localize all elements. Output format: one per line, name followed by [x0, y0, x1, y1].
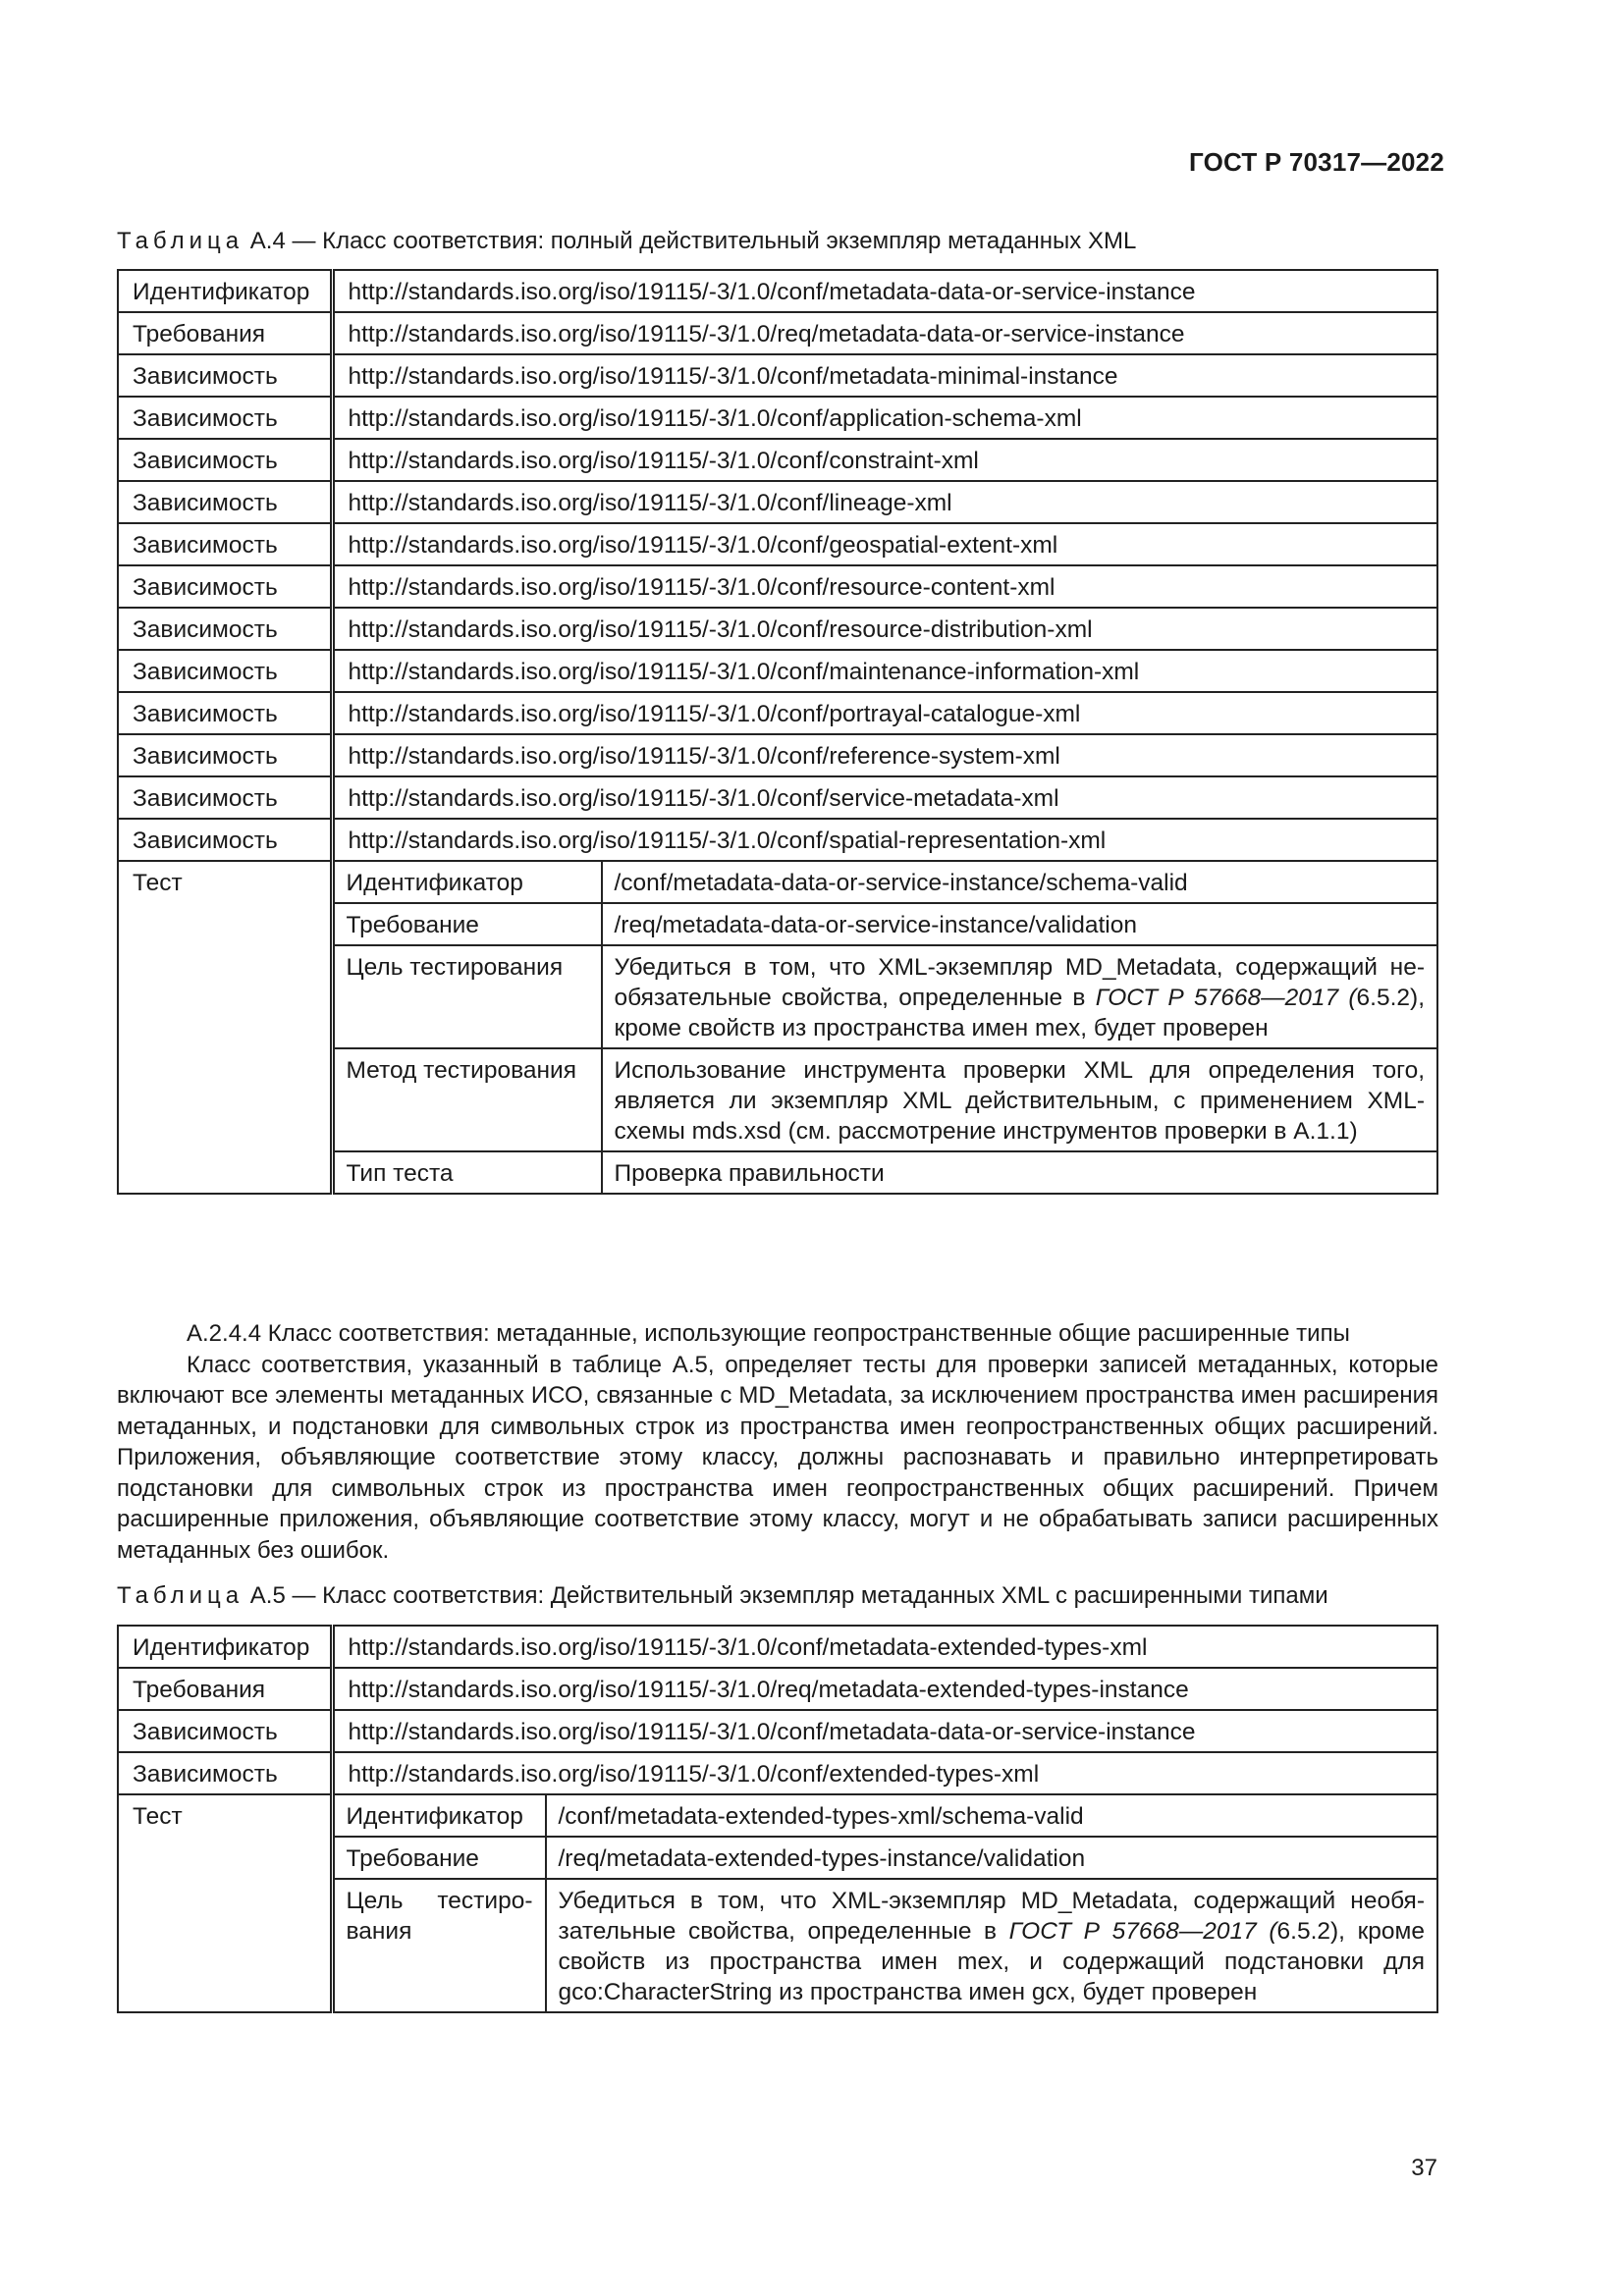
row-label: Зависимость [118, 523, 332, 565]
row-value: http://standards.iso.org/iso/19115/-3/1.0/conf/portrayal-catalogue-xml [332, 692, 1437, 734]
table-a4-caption [117, 228, 1136, 255]
test-label: Тест [118, 861, 332, 1194]
page-number: 37 [1411, 2155, 1437, 2181]
row-label: Зависимость [118, 397, 332, 439]
row-value: http://standards.iso.org/iso/19115/-3/1.0/conf/resource-content-xml [332, 565, 1437, 608]
row-label: Зависимость [118, 565, 332, 608]
row-label: Зависимость [118, 692, 332, 734]
test-value-part: 6.5.2), кроме свойств из пространства имен mex, будет проверен [614, 985, 1426, 1041]
row-label: Требования [118, 312, 332, 354]
test-key: Тип теста [335, 1151, 602, 1193]
table-row [118, 692, 1437, 734]
test-key: Цель тестирования [335, 945, 602, 1048]
table-a4 [117, 269, 1438, 1195]
row-value: http://standards.iso.org/iso/19115/-3/1.0/conf/metadata-data-or-service-instance [332, 1710, 1437, 1752]
test-key: Требование [335, 903, 602, 945]
test-detail-row [335, 1879, 1437, 2011]
table-a5 [117, 1625, 1438, 2013]
test-detail-row [335, 862, 1437, 903]
caption-text: А.4 — Класс соответствия: полный действительный экземпляр метаданных XML [244, 228, 1137, 254]
section-paragraph: Класс соответствия, указанный в таблице А.5, определяет тесты для проверки записей метаданных, которые включают все элементы метаданных ИСО, связанные с MD_Metadata, за исключением пространства имен расширения метаданных, и подстановки для символьных строк из пространства имен геопространственных общих расширений. Приложения, объявляющие соответствие этому классу, должны распознавать и правильно интерпретировать подстановки для символьных строк из пространства имен геопространственных общих расширений. Причем расширенные приложения, объявляющие соответствие этому классу, могут и не обрабатывать записи расширенных метаданных без ошибок. [117, 1351, 1438, 1564]
row-label: Зависимость [118, 650, 332, 692]
row-value: http://standards.iso.org/iso/19115/-3/1.0/conf/service-metadata-xml [332, 776, 1437, 819]
row-value: http://standards.iso.org/iso/19115/-3/1.0/conf/metadata-extended-types-xml [332, 1626, 1437, 1668]
test-value: Использование инструмента проверки XML для определения того, является ли экземпляр XML действительным, с применением XML-схемы mds.xsd (см. рассмотрение инструментов проверки в А.1.1) [602, 1048, 1437, 1151]
table-row [118, 439, 1437, 481]
table-row [118, 397, 1437, 439]
test-details [332, 1794, 1437, 2012]
table-a5-caption [117, 1582, 1328, 1610]
document-standard-number: ГОСТ Р 70317—2022 [1189, 147, 1444, 177]
standard-reference: ГОСТ Р 57668—2017 ( [1095, 985, 1357, 1011]
test-key: Идентификатор [335, 862, 602, 903]
row-label: Зависимость [118, 734, 332, 776]
test-row [118, 1794, 1437, 2012]
table-row [118, 776, 1437, 819]
row-value: http://standards.iso.org/iso/19115/-3/1.0/conf/constraint-xml [332, 439, 1437, 481]
row-label: Зависимость [118, 354, 332, 397]
test-value [602, 945, 1437, 1048]
row-label: Требования [118, 1668, 332, 1710]
test-detail-row [335, 1795, 1437, 1837]
row-value: http://standards.iso.org/iso/19115/-3/1.0/req/metadata-extended-types-instance [332, 1668, 1437, 1710]
test-detail-row [335, 903, 1437, 945]
row-value: http://standards.iso.org/iso/19115/-3/1.0/conf/maintenance-information-xml [332, 650, 1437, 692]
row-label: Зависимость [118, 481, 332, 523]
table-row [118, 734, 1437, 776]
table-row [118, 565, 1437, 608]
row-label: Зависимость [118, 1710, 332, 1752]
test-value-part: 6.5.2), кроме свойств из пространства имен mex, и содержащий подстановки для gco:CharacterString из пространства имен gcx, будет проверен [558, 1918, 1426, 2005]
table-row [118, 1626, 1437, 1668]
test-value: Проверка правильности [614, 1160, 885, 1187]
section-heading: А.2.4.4 Класс соответствия: метаданные, использующие геопространственные общие расширенные типы [187, 1320, 1350, 1347]
test-value: /req/metadata-extended-types-instance/validation [546, 1837, 1437, 1879]
section-text [117, 1318, 1438, 1566]
test-details [332, 861, 1437, 1194]
test-detail-row [335, 945, 1437, 1048]
row-label: Зависимость [118, 608, 332, 650]
table-row [118, 1710, 1437, 1752]
test-label: Тест [118, 1794, 332, 2012]
table-row [118, 523, 1437, 565]
table-row [118, 650, 1437, 692]
row-value: http://standards.iso.org/iso/19115/-3/1.0/req/metadata-data-or-service-instance [332, 312, 1437, 354]
row-label: Зависимость [118, 776, 332, 819]
row-label: Зависимость [118, 1752, 332, 1794]
row-value: http://standards.iso.org/iso/19115/-3/1.0/conf/spatial-representation-xml [332, 819, 1437, 861]
test-key: Цель тестирования [335, 1879, 546, 2011]
table-row [118, 481, 1437, 523]
caption-text: А.5 — Класс соответствия: Действительный экземпляр метаданных XML с расширенными типами [244, 1582, 1328, 1609]
row-value: http://standards.iso.org/iso/19115/-3/1.0/conf/resource-distribution-xml [332, 608, 1437, 650]
test-details-table [335, 1795, 1437, 2011]
caption-prefix: Таблица [117, 228, 244, 254]
test-value: /req/metadata-data-or-service-instance/validation [602, 903, 1437, 945]
row-value: http://standards.iso.org/iso/19115/-3/1.0/conf/lineage-xml [332, 481, 1437, 523]
row-label: Идентификатор [118, 1626, 332, 1668]
row-value: http://standards.iso.org/iso/19115/-3/1.0/conf/metadata-minimal-instance [332, 354, 1437, 397]
table-row [118, 1752, 1437, 1794]
table-row [118, 608, 1437, 650]
table-row [118, 819, 1437, 861]
test-value: /conf/metadata-data-or-service-instance/schema-valid [602, 862, 1437, 903]
row-value: http://standards.iso.org/iso/19115/-3/1.0/conf/application-schema-xml [332, 397, 1437, 439]
table-row [118, 354, 1437, 397]
test-details-table [335, 862, 1437, 1193]
test-row [118, 861, 1437, 1194]
row-value: http://standards.iso.org/iso/19115/-3/1.0/conf/reference-system-xml [332, 734, 1437, 776]
test-key: Требование [335, 1837, 546, 1879]
table-row [118, 1668, 1437, 1710]
row-value: http://standards.iso.org/iso/19115/-3/1.0/conf/geospatial-extent-xml [332, 523, 1437, 565]
test-value-part: Убедиться в том, что XML-экземпляр MD_Metadata, содержащий необязательные свойства, определенные в [558, 1888, 1425, 1945]
test-detail-row [335, 1151, 1437, 1193]
table-row [118, 270, 1437, 312]
row-value: http://standards.iso.org/iso/19115/-3/1.0/conf/extended-types-xml [332, 1752, 1437, 1794]
test-value-part: Убедиться в том, что XML-экземпляр MD_Metadata, содержащий необязательные свойства, определенные в [614, 954, 1425, 1011]
row-label: Зависимость [118, 439, 332, 481]
table-row [118, 312, 1437, 354]
test-key: Метод тестирования [335, 1048, 602, 1151]
caption-prefix: Таблица [117, 1582, 244, 1609]
test-value: /conf/metadata-extended-types-xml/schema-valid [546, 1795, 1437, 1837]
standard-reference: ГОСТ Р 57668—2017 ( [1008, 1918, 1277, 1945]
test-value [546, 1879, 1437, 2011]
row-value: http://standards.iso.org/iso/19115/-3/1.0/conf/metadata-data-or-service-instance [332, 270, 1437, 312]
row-label: Зависимость [118, 819, 332, 861]
row-label: Идентификатор [118, 270, 332, 312]
test-key: Идентификатор [335, 1795, 546, 1837]
test-detail-row [335, 1837, 1437, 1879]
test-detail-row [335, 1048, 1437, 1151]
